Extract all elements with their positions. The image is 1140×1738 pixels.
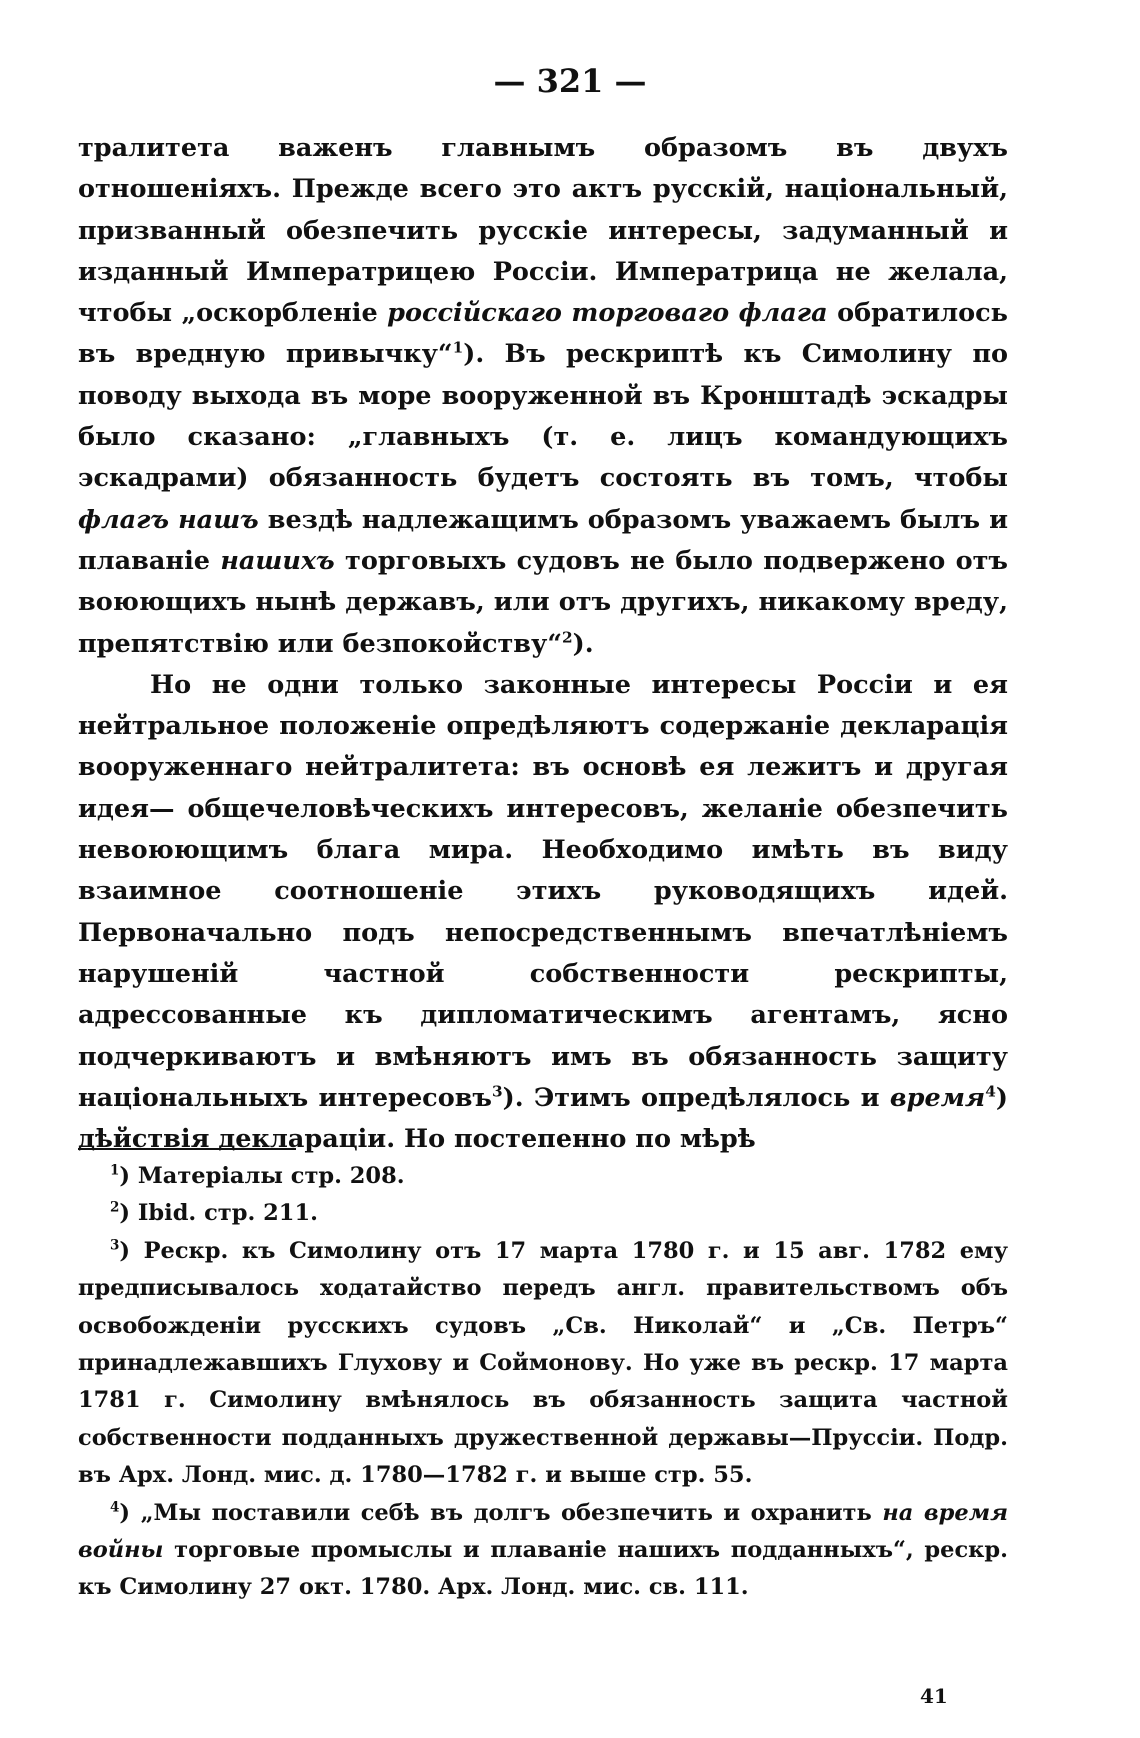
footnote-3: $^3$) Рескр. къ Симолину отъ 17 марта 1780 г. и 15 авг. 1782 ему предписывалось ходатайство передъ англ. правительствомъ объ освобожденіи русскихъ судовъ „Св. Николай“ и „Св. Петръ“ принадлежавшихъ Глухову и Соймонову. Но уже въ рескр. 17 марта 1781 г. Симолину вмѣнялось въ обязанность защита частной собственности подданныхъ дружественной державы—Пруссіи. Подр. въ Арх. Лонд. мис. д. 1780—1782 г. и выше стр. 55. [78, 1237, 1008, 1489]
page-number: — 321 — [493, 62, 647, 100]
footnote-divider [78, 1148, 296, 1150]
paragraph-1: тралитета важенъ главнымъ образомъ въ двухъ отношеніяхъ. Прежде всего это актъ русскій, національный, призванный обезпечить русскіе интересы, задуманный и изданный Императрицею Россіи. Императрица не желала, чтобы „оскорбленіе россійскаго торговаго флага обратилось въ вредную привычку“$^1$). Въ рескриптѣ къ Симолину по поводу выхода въ море вооруженной въ Кронштадѣ эскадры было сказано: „главныхъ (т. е. лицъ командующихъ эскадрами) обязанность будетъ состоять въ томъ, чтобы флагъ нашъ вездѣ надлежащимъ образомъ уважаемъ былъ и плаваніе нашихъ торговыхъ судовъ не было подвержено отъ воюющихъ нынѣ державъ, или отъ другихъ, никакому вреду, препятствію или безпокойству“$^2$). [78, 133, 1008, 659]
footnote-2: $^2$) Ibid. стр. 211. [110, 1199, 318, 1227]
footnote-4: $^4$) „Мы поставили себѣ въ долгъ обезпечить и охранить на время войны торговые промыслы и плаваніе нашихъ подданныхъ“, рескр. къ Симолину 27 окт. 1780. Арх. Лонд. мис. св. 111. [78, 1499, 1008, 1601]
paragraph-2: Но не одни только законные интересы Россіи и ея нейтральное положеніе опредѣляютъ содержаніе декларація вооруженнаго нейтралитета: въ основѣ ея лежитъ и другая идея— общечеловѣческихъ интересовъ, желаніе обезпечить невоюющимъ блага мира. Необходимо имѣть въ виду взаимное соотношеніе этихъ руководящихъ идей. Первоначально подъ непосредственнымъ впечатлѣніемъ нарушеній частной собственности рескрипты, адрессованные къ дипломатическимъ агентамъ, ясно подчеркиваютъ и вмѣняютъ имъ въ обязанность защиту національныхъ интересовъ$^3$). Этимъ опредѣлялось и время$^4$) дѣйствія деклараціи. Но постепенно по мѣрѣ [78, 669, 1008, 1155]
printer-signature: 41 [920, 1684, 948, 1708]
footnote-ref-4: 4 [985, 1082, 996, 1101]
footnote-ref-3: 3 [492, 1082, 503, 1101]
footnote-ref-2: 2 [562, 628, 573, 647]
footnote-1: $^1$) Матеріалы стр. 208. [110, 1162, 405, 1189]
main-text [78, 128, 1008, 1160]
footnote-ref-1: 1 [452, 338, 464, 357]
footnotes [78, 1158, 1008, 1607]
